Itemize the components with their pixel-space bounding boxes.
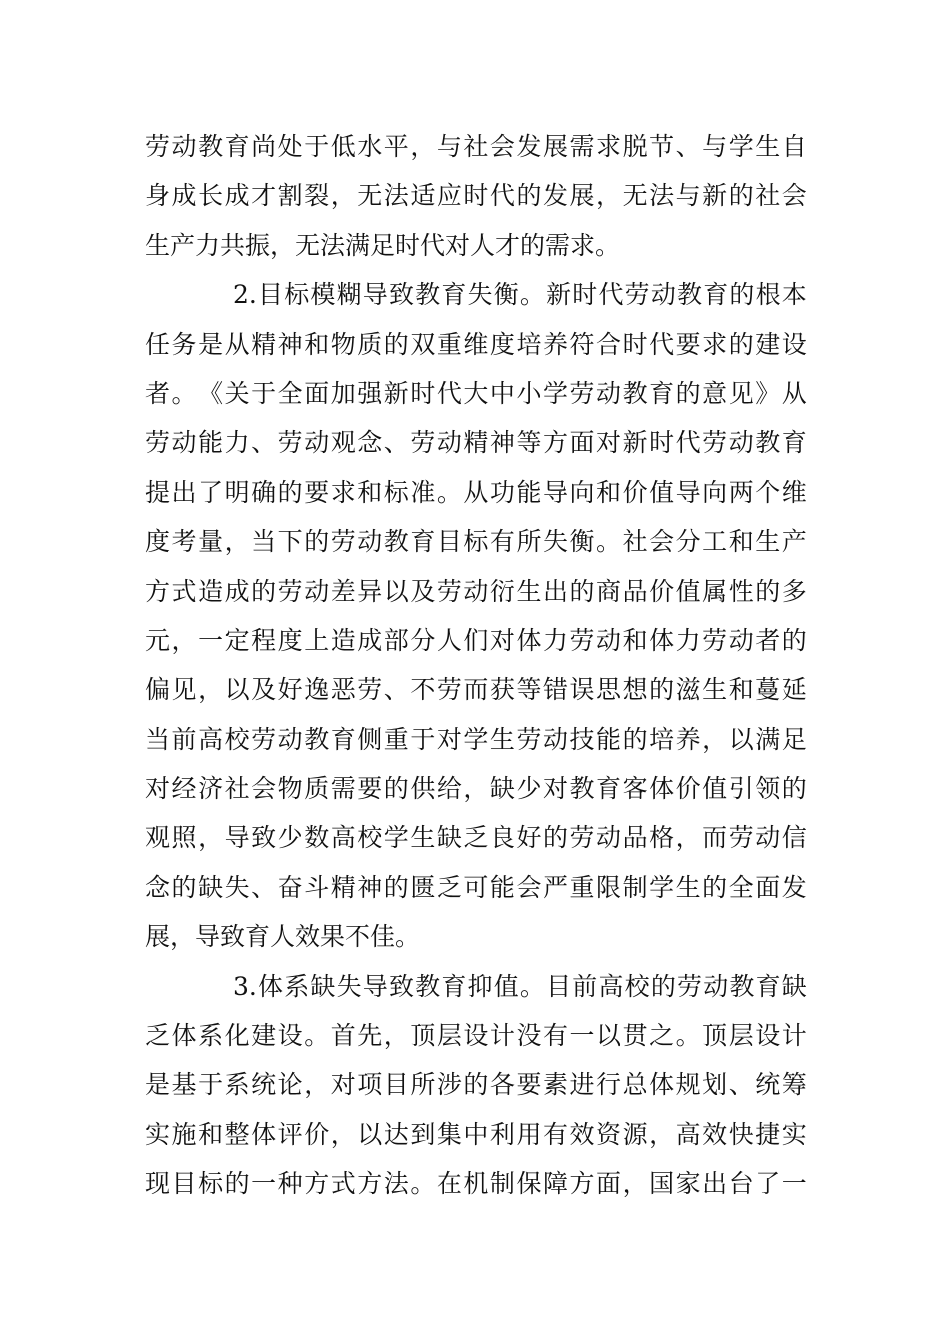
text-line: 念 的 缺 失 、 奋 斗 精 神 的 匮 乏 可 能 会 严 重 限 制 学 生 的 全 面 发 xyxy=(145,872,807,902)
text-line: 现 目 标 的 一 种 方 式 方 法 。 在 机 制 保 障 方 面 ， 国 家 出 台 了 一 xyxy=(145,1169,807,1199)
text-line: 3. 体 系 缺 失 导 致 教 育 抑 值 。 目 前 高 校 的 劳 动 教 育 缺 xyxy=(233,971,807,1001)
text-line: 劳 动 教 育 尚 处 于 低 水 平 ， 与 社 会 发 展 需 求 脱 节 、 与 学 生 自 xyxy=(145,132,807,161)
text-line: 展，导致育人效果不佳。 xyxy=(145,922,421,952)
text-line: 对 经 济 社 会 物 质 需 要 的 供 给 ， 缺 少 对 教 育 客 体 价 值 引 领 的 xyxy=(145,774,807,804)
text-line: 元 ， 一 定 程 度 上 造 成 部 分 人 们 对 体 力 劳 动 和 体 力 劳 动 者 的 xyxy=(145,625,807,655)
text-line: 2. 目 标 模 糊 导 致 教 育 失 衡 。 新 时 代 劳 动 教 育 的 根 本 xyxy=(233,280,807,310)
text-line: 观 照 ， 导 致 少 数 高 校 学 生 缺 乏 良 好 的 劳 动 品 格 ， 而 劳 动 信 xyxy=(145,823,807,853)
text-line: 提 出 了 明 确 的 要 求 和 标 准 。 从 功 能 导 向 和 价 值 导 向 两 个 维 xyxy=(145,477,807,507)
text-line: 乏 体 系 化 建 设 。 首 先 ， 顶 层 设 计 没 有 一 以 贯 之 。 顶 层 设 计 xyxy=(145,1021,807,1051)
text-line: 度 考 量 ， 当 下 的 劳 动 教 育 目 标 有 所 失 衡 。 社 会 分 工 和 生 产 xyxy=(145,527,807,557)
text-line: 者 。 《 关 于 全 面 加 强 新 时 代 大 中 小 学 劳 动 教 育 的 意 见 》 从 xyxy=(145,378,807,408)
text-line: 方 式 造 成 的 劳 动 差 异 以 及 劳 动 衍 生 出 的 商 品 价 值 属 性 的 多 xyxy=(145,576,807,606)
text-line: 任 务 是 从 精 神 和 物 质 的 双 重 维 度 培 养 符 合 时 代 要 求 的 建 设 xyxy=(145,329,807,359)
text-line: 实 施 和 整 体 评 价 ， 以 达 到 集 中 利 用 有 效 资 源 ， 高 效 快 捷 实 xyxy=(145,1119,807,1149)
text-line: 偏 见 ， 以 及 好 逸 恶 劳 、 不 劳 而 获 等 错 误 思 想 的 滋 生 和 蔓 延 xyxy=(145,675,807,705)
text-line: 是 基 于 系 统 论 ， 对 项 目 所 涉 的 各 要 素 进 行 总 体 规 划 、 统 筹 xyxy=(145,1070,807,1100)
text-line: 生产力共振，无法满足时代对人才的需求。 xyxy=(145,230,621,260)
text-line: 身 成 长 成 才 割 裂 ， 无 法 适 应 时 代 的 发 展 ， 无 法 与 新 的 社 会 xyxy=(145,181,807,211)
text-line: 当 前 高 校 劳 动 教 育 侧 重 于 对 学 生 劳 动 技 能 的 培 养 ， 以 满 足 xyxy=(145,724,807,754)
body-text xyxy=(145,122,807,1209)
text-line: 劳 动 能 力 、 劳 动 观 念 、 劳 动 精 神 等 方 面 对 新 时 代 劳 动 教 育 xyxy=(145,428,807,458)
